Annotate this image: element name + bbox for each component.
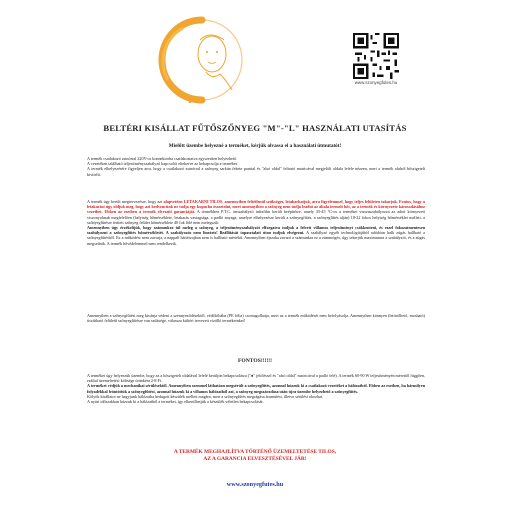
brand-logo [150, 10, 250, 110]
important-heading: FONTOS!!!!!! [237, 358, 273, 364]
paragraph: A vezetéken található teljesítményszabályzó kapcsolót eltekerve az bekapcsolja a terméket. [87, 161, 239, 167]
paragraph: Kölyök kisállatot ne hagyjunk hálózatba bedugott készülék mellett magára, mert a szőnyegfűtés megrágása áramütést, illetve sérülést okozhat. [87, 393, 324, 399]
section-installation [87, 156, 425, 177]
covering-warning-text: alapvetően LETAKARNI TILOS, amennyiben feltétlenül szükséges, letakarhatjuk, arra figyelemmel, hogy teljes felületen takarjuk. Fontos, hogy a letakarást úgy oldjuk meg, hogy azt kedvencünk ne tudja egy kupacba összetolni, mert amennyiben a szőnyeg nem tudja leadni az általa termelt hőt, az a termék és környezete károsodásához vezethet. Ebben az esetben a termék elveszíti garanciáját. [87, 199, 425, 215]
section-protection [87, 313, 425, 323]
warning-block [60, 449, 450, 463]
paragraph: A termék csatlakozó zsinórral 220V-os konnektorba csatlakoztatva egyszerűen helyezhető. [87, 156, 238, 161]
section-usage [87, 199, 425, 246]
paragraph: Amennyiben a szőnyegfűtést meg kívánja védeni a szennyeződésektől, védőfóliába (PE fólia) csomagolhatja, mert az a termék működését nem befolyásolja. Amennyiben könnyen (letörölhető, mosható) tisztítható felületű szőnyegfűtésre van szüksége, válassza kültéri tervezett vízálló termékeinket! [87, 313, 425, 324]
page-subtitle: Mielőtt üzembe helyezné a terméket, kérjük olvassa el a használati útmutatót! [168, 143, 342, 149]
paragraph [87, 225, 425, 246]
warning-line: A TERMÉK MEGHAJLÍTVA TÖRTÉNŐ ÜZEMELTETÉSE TILOS, [173, 449, 337, 455]
text-body: A szabályzó egyéb technológiájából adódóan halk zúgás hallható a szőnyegfűtésből. Ez a működést nem zavarja, a nappali háttérzajban nem is hallható mértékű. Amennyiben éjszaka zavaró a számunkra ez a zümmögés, úgy tekerjük maximumra a szabályzót, és a zúgás megszűnik. A termék hővédelemmel nem rendelkezik. [87, 230, 426, 246]
warning-line: AZ A GARANCIA ELVESZTÉSÉVEL JÁR! [203, 456, 307, 463]
footer-website-link[interactable]: www.szonyegfutes.hu [226, 481, 284, 488]
text-body: A termékben P.T.C. önszabályzó infrafilm került beépítésre, amely 35-45 °C-os a terméket visszaszabályozza az adott környezeti viszonyoknak megfelelően (helyiség hőmérséklete, letakarás vastagsága, a padló anyaga, amelyre elhelyezésre került a szőnyegfűtés, a szőnyegfűtés alján) 18-22 fokos helyiség hőmérséklet mellett, a szőnyegfűtésre terített szőnyeg felület hőmérséklete 40 fok fölé nem melegszik. [87, 209, 425, 225]
section-important [87, 373, 425, 404]
paragraph [87, 199, 425, 225]
page-title: BELTÉRI KISÁLLAT FŰTŐSZŐNYEG "M"-"L" HASZNÁLATI UTASÍTÁS [103, 123, 407, 133]
paragraph: A terméket védjük a mechanikai sérülésektől. Amennyiben szemmel láthatóan megsérült a szőnyegfűtés, azonnal húzzuk ki a csatlakozó vezetéket a hálózatból. Ebben az esetben, ha bármilyen folyadékkal leöntöttük a szőnyegfűtést, azonnal húzzuk ki a villamos hálózatból azt, a szőnyeg megszáradása után újra üzembe helyezhető a szőnyegfűtés. [87, 383, 425, 394]
regulator-note-text: Amennyiben úgy érzékelijük, hogy számunkra túl meleg a szőnyeg, a teljesítményszabályzót elforgatva tudjuk a felvett villamos teljesítményt csökkenteni, és ezzel fokozatmentesen szabályozni a szőnyegfűtés hőmérsékletét. A szabályozás nem lineáris! Beállítását tapasztalati úton tudjuk elvégezni. [87, 225, 425, 236]
text-lead: A termék úgy került megtervezésre, hogy azt [87, 199, 164, 204]
header-website: www.szonyegfutes.hu [354, 80, 398, 85]
paragraph: A termék elhelyezésére figyeljen arra, hogy a csatlakozó zsinórral a szőnyeg sarkán fekete ponttal és "alsó oldal" felirató matricával megjelölt oldala lefele nézzen, mert a termék alulról hőszigetelt kivitelű. [87, 166, 425, 177]
paragraph: A nyári időszakban húzzuk ki a hálózatból a terméket, így elkerülhetjük a készülék véletlen bekapcsolását. [87, 399, 264, 405]
qr-code-icon [353, 33, 399, 79]
paragraph: A terméket úgy helyezzük üzembe, hogy az a hőszigetelt oldalával lefelé kerüljön bekapcsolásra ("●" jelöléssel és "alsó oldal" matricával a padló felé). A termék 60-90 W teljesítményén mérettől függően, ezáltal üzemeltetési költsége óránként 2-8 Ft. [87, 373, 425, 384]
